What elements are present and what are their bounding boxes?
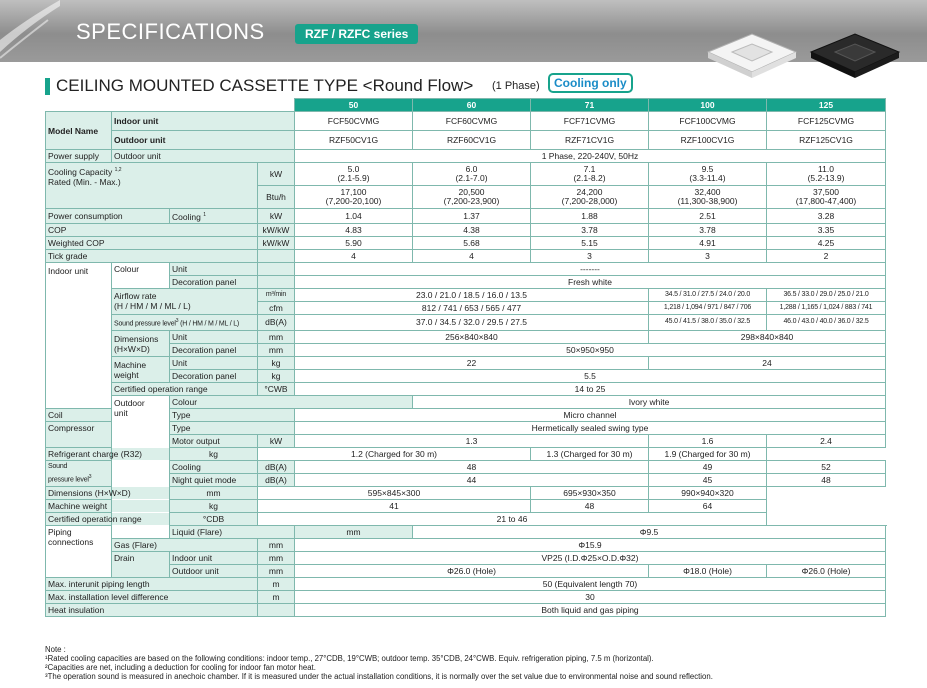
cell: 990×940×320	[649, 487, 767, 500]
unit-cell: mm	[170, 487, 258, 500]
row-label: Night quiet mode	[170, 474, 258, 487]
cell: 3.28	[767, 209, 886, 224]
unit-cell: mm	[258, 565, 295, 578]
unit-cell: kg	[170, 448, 258, 461]
row-label: Certified operation range	[112, 383, 258, 396]
unit-cell: kg	[258, 357, 295, 370]
table-row	[46, 288, 886, 301]
cell: RZF100CV1G	[649, 131, 767, 150]
model-header: 100	[649, 99, 767, 112]
white-cassette-image	[700, 30, 802, 80]
cell: Ivory white	[413, 396, 886, 409]
row-label: Sound pressure level$^3$	[46, 461, 112, 487]
swoosh-decoration	[0, 0, 60, 62]
cell: 34.5 / 31.0 / 27.5 / 24.0 / 20.0	[649, 288, 767, 301]
unit-cell: kW/kW	[258, 223, 295, 236]
model-header: 71	[531, 99, 649, 112]
unit-cell: dB(A)	[258, 474, 295, 487]
cell: 4.83	[295, 223, 413, 236]
cell: 24,200 (7,200-28,000)	[531, 186, 649, 209]
unit-cell: kg	[258, 370, 295, 383]
cell: 50 (Equivalent length 70)	[295, 578, 886, 591]
unit-cell: kg	[170, 500, 258, 513]
cell: Φ26.0 (Hole)	[295, 565, 649, 578]
cell: 1.3 (Charged for 30 m)	[531, 448, 649, 461]
group-label: Indoor unit	[46, 262, 112, 408]
table-row	[46, 422, 886, 435]
unit-cell: mm	[258, 552, 295, 565]
table-row	[46, 150, 886, 163]
cell: 48	[531, 500, 649, 513]
table-row	[46, 223, 886, 236]
cell: 5.15	[531, 236, 649, 249]
cell: FCF60CVMG	[413, 112, 531, 131]
cell: 4.25	[767, 236, 886, 249]
cell: Micro channel	[295, 409, 886, 422]
row-label: COP	[46, 223, 258, 236]
cell: Fresh white	[295, 275, 886, 288]
page-header	[0, 0, 927, 62]
unit-cell: mm	[295, 526, 413, 539]
model-header: 125	[767, 99, 886, 112]
cell: 5.68	[413, 236, 531, 249]
cell: FCF100CVMG	[649, 112, 767, 131]
cell: 45	[649, 474, 767, 487]
cell: -------	[295, 262, 886, 275]
row-label: Indoor unit	[112, 112, 295, 131]
table-row	[46, 331, 886, 344]
cell: RZF71CV1G	[531, 131, 649, 150]
row-label: Refrigerant charge (R32)	[46, 448, 170, 461]
cell: 6.0 (2.1-7.0)	[413, 163, 531, 186]
series-badge: RZF / RZFC series	[295, 24, 418, 44]
cell: 3	[531, 249, 649, 262]
cell: 4	[413, 249, 531, 262]
row-label: Type	[170, 409, 295, 422]
cell: 5.0 (2.1-5.9)	[295, 163, 413, 186]
table-row	[46, 370, 886, 383]
row-label: Power consumption	[46, 209, 170, 224]
cell: 1.37	[413, 209, 531, 224]
spec-table	[45, 98, 886, 617]
table-row	[46, 409, 886, 422]
table-row	[46, 209, 886, 224]
row-label: Outdoor unit	[112, 131, 295, 150]
row-label: Compressor	[46, 422, 112, 448]
cell: 17,100 (7,200-20,100)	[295, 186, 413, 209]
note-line: ²Capacities are net, including a deduction for cooling for indoor fan motor heat.	[45, 663, 316, 672]
table-row	[46, 461, 886, 474]
unit-cell: kW	[258, 163, 295, 186]
cell: 1.3	[295, 435, 649, 448]
cell: VP25 (I.D.Φ25×O.D.Φ32)	[295, 552, 886, 565]
cooling-only-badge: Cooling only	[548, 73, 633, 93]
cell: 30	[295, 591, 886, 604]
cell: 695×930×350	[531, 487, 649, 500]
row-label: Heat insulation	[46, 604, 258, 617]
unit-cell: Btu/h	[258, 186, 295, 209]
cell: 1.6	[649, 435, 767, 448]
unit-cell: °CWB	[258, 383, 295, 396]
table-row	[46, 435, 886, 448]
row-label: Weighted COP	[46, 236, 258, 249]
row-label: Certified operation range	[46, 513, 170, 526]
unit-cell: mm	[258, 331, 295, 344]
row-label: Colour	[112, 262, 170, 288]
cell: 64	[649, 500, 767, 513]
row-label: Machine weight	[112, 357, 170, 383]
cell: 21 to 46	[258, 513, 767, 526]
row-label: Cooling Capacity $^{1,2}$ Rated (Min. - Max.)	[46, 163, 258, 209]
unit-cell: cfm	[258, 301, 295, 314]
cell: FCF50CVMG	[295, 112, 413, 131]
table-row	[46, 357, 886, 370]
cell: 3.35	[767, 223, 886, 236]
cell: 3.78	[649, 223, 767, 236]
table-row	[46, 513, 886, 526]
unit-cell: m	[258, 578, 295, 591]
page-title: SPECIFICATIONS	[76, 19, 265, 44]
cell: 1.2 (Charged for 30 m)	[258, 448, 531, 461]
table-row	[46, 383, 886, 396]
unit-cell: °CDB	[170, 513, 258, 526]
cell: 49	[649, 461, 767, 474]
note-line: ¹Rated cooling capacities are based on the following conditions: indoor temp., 27°CDB, 19°CWB; outdoor temp. 35°CDB, 24°CWB. Equiv. refrigeration piping, 7.5 m (horizontal).	[45, 654, 654, 663]
cell: FCF125CVMG	[767, 112, 886, 131]
row-label: Unit	[170, 262, 258, 275]
section-title-text: CEILING MOUNTED CASSETTE TYPE <Round Flow>	[56, 76, 474, 95]
section-title	[45, 76, 473, 96]
section-bar	[45, 78, 50, 95]
table-row	[46, 487, 886, 500]
row-label: Liquid (Flare)	[170, 526, 295, 539]
row-label: Dimensions (H×W×D)	[112, 331, 170, 357]
cell: 4	[295, 249, 413, 262]
cell: Hermetically sealed swing type	[295, 422, 886, 435]
row-label: Type	[170, 422, 295, 435]
cell: 2.4	[767, 435, 886, 448]
cell: 812 / 741 / 653 / 565 / 477	[295, 301, 649, 314]
row-label: Sound pressure level$^3$ (H / HM / M / ML / L)	[112, 314, 258, 330]
table-row	[46, 539, 886, 552]
row-label: Unit	[170, 357, 258, 370]
table-row	[46, 275, 886, 288]
cell: 23.0 / 21.0 / 18.5 / 16.0 / 13.5	[295, 288, 649, 301]
cell: 45.0 / 41.5 / 38.0 / 35.0 / 32.5	[649, 314, 767, 330]
table-row	[46, 344, 886, 357]
unit-cell: m	[258, 591, 295, 604]
cell: 41	[258, 500, 531, 513]
table-row	[46, 236, 886, 249]
cell: 1.04	[295, 209, 413, 224]
cell: 1.9 (Charged for 30 m)	[649, 448, 767, 461]
note-line: ³The operation sound is measured in anechoic chamber. If it is measured under the actual installation conditions, it is normally over the set value due to environmental noise and sound reflection.	[45, 672, 713, 681]
row-label: Unit	[170, 331, 258, 344]
unit-cell: kW	[258, 209, 295, 224]
black-cassette-image	[803, 30, 905, 80]
cell: 7.1 (2.1-8.2)	[531, 163, 649, 186]
cell: 5.90	[295, 236, 413, 249]
cell: 37,500 (17,800-47,400)	[767, 186, 886, 209]
row-label: Max. interunit piping length	[46, 578, 258, 591]
cell: 44	[295, 474, 649, 487]
row-label: Colour	[170, 396, 413, 409]
cell: 46.0 / 43.0 / 40.0 / 36.0 / 32.5	[767, 314, 886, 330]
unit-cell: dB(A)	[258, 461, 295, 474]
cell: 2	[767, 249, 886, 262]
unit-cell: kW/kW	[258, 236, 295, 249]
row-label: Indoor unit	[170, 552, 258, 565]
cell: 52	[767, 461, 886, 474]
notes	[45, 645, 905, 681]
table-row	[46, 591, 886, 604]
cell: 14 to 25	[295, 383, 886, 396]
row-label: Cooling	[170, 461, 258, 474]
model-header: 60	[413, 99, 531, 112]
row-label: Power supply	[46, 150, 112, 163]
row-label: Motor output	[170, 435, 258, 448]
row-label: Decoration panel	[170, 344, 258, 357]
row-label: Tick grade	[46, 249, 258, 262]
cell: 50×950×950	[295, 344, 886, 357]
cell: 11.0 (5.2-13.9)	[767, 163, 886, 186]
cell: 1.88	[531, 209, 649, 224]
table-row	[46, 262, 886, 275]
row-label: Gas (Flare)	[112, 539, 258, 552]
table-row	[46, 131, 886, 150]
cell: 20,500 (7,200-23,900)	[413, 186, 531, 209]
cell: RZF50CV1G	[295, 131, 413, 150]
row-label: Airflow rate (H / HM / M / ML / L)	[112, 288, 258, 314]
table-row	[46, 500, 886, 513]
row-label: Outdoor unit	[112, 150, 295, 163]
cell: 3.78	[531, 223, 649, 236]
unit-cell: mm	[258, 539, 295, 552]
cell: 595×845×300	[258, 487, 531, 500]
cell: Φ9.5	[413, 526, 886, 539]
row-label: Decoration panel	[170, 370, 258, 383]
table-row	[46, 163, 886, 186]
phase-label: (1 Phase)	[492, 80, 540, 92]
unit-cell: mm	[258, 344, 295, 357]
row-label: Model Name	[46, 112, 112, 150]
table-row	[46, 578, 886, 591]
cell: Φ15.9	[295, 539, 886, 552]
row-label: Machine weight	[46, 500, 170, 513]
notes-title: Note :	[45, 645, 66, 654]
group-label: Outdoor unit	[112, 396, 170, 539]
table-row	[46, 526, 886, 539]
table-row	[46, 565, 886, 578]
cell: 1,288 / 1,165 / 1,024 / 883 / 741	[767, 301, 886, 314]
table-row	[46, 396, 886, 409]
row-label: Decoration panel	[170, 275, 258, 288]
row-label: Coil	[46, 409, 112, 422]
cell: 4.38	[413, 223, 531, 236]
row-label: Drain	[112, 552, 170, 578]
cell: FCF71CVMG	[531, 112, 649, 131]
cell: 5.5	[295, 370, 886, 383]
group-label: Piping connections	[46, 526, 112, 578]
cell: RZF125CV1G	[767, 131, 886, 150]
cell: RZF60CV1G	[413, 131, 531, 150]
model-header: 50	[295, 99, 413, 112]
cell: 9.5 (3.3-11.4)	[649, 163, 767, 186]
cell: 24	[649, 357, 886, 370]
table-row	[46, 552, 886, 565]
cell: 1,218 / 1,094 / 971 / 847 / 706	[649, 301, 767, 314]
cell: 298×840×840	[649, 331, 886, 344]
table-row	[46, 314, 886, 330]
table-row	[46, 249, 886, 262]
cell: 1 Phase, 220-240V, 50Hz	[295, 150, 886, 163]
unit-cell: kW	[258, 435, 295, 448]
table-row	[46, 112, 886, 131]
row-label: Dimensions (H×W×D)	[46, 487, 170, 500]
cell: Φ26.0 (Hole)	[767, 565, 886, 578]
cell: 36.5 / 33.0 / 29.0 / 25.0 / 21.0	[767, 288, 886, 301]
cell: 48	[767, 474, 886, 487]
table-row	[46, 604, 886, 617]
row-label: Max. installation level difference	[46, 591, 258, 604]
cell: 256×840×840	[295, 331, 649, 344]
cell: 48	[295, 461, 649, 474]
row-label: Cooling $^1$	[170, 209, 258, 224]
cell: 37.0 / 34.5 / 32.0 / 29.5 / 27.5	[295, 314, 649, 330]
cell: Both liquid and gas piping	[295, 604, 886, 617]
cell: 32,400 (11,300-38,900)	[649, 186, 767, 209]
unit-cell: m³/min	[258, 288, 295, 301]
cell: 2.51	[649, 209, 767, 224]
table-row	[46, 448, 886, 461]
cell: 4.91	[649, 236, 767, 249]
row-label: Outdoor unit	[170, 565, 258, 578]
unit-cell: dB(A)	[258, 314, 295, 330]
table-row	[46, 99, 886, 112]
cell: Φ18.0 (Hole)	[649, 565, 767, 578]
cell: 3	[649, 249, 767, 262]
table-row	[46, 474, 886, 487]
cell: 22	[295, 357, 649, 370]
